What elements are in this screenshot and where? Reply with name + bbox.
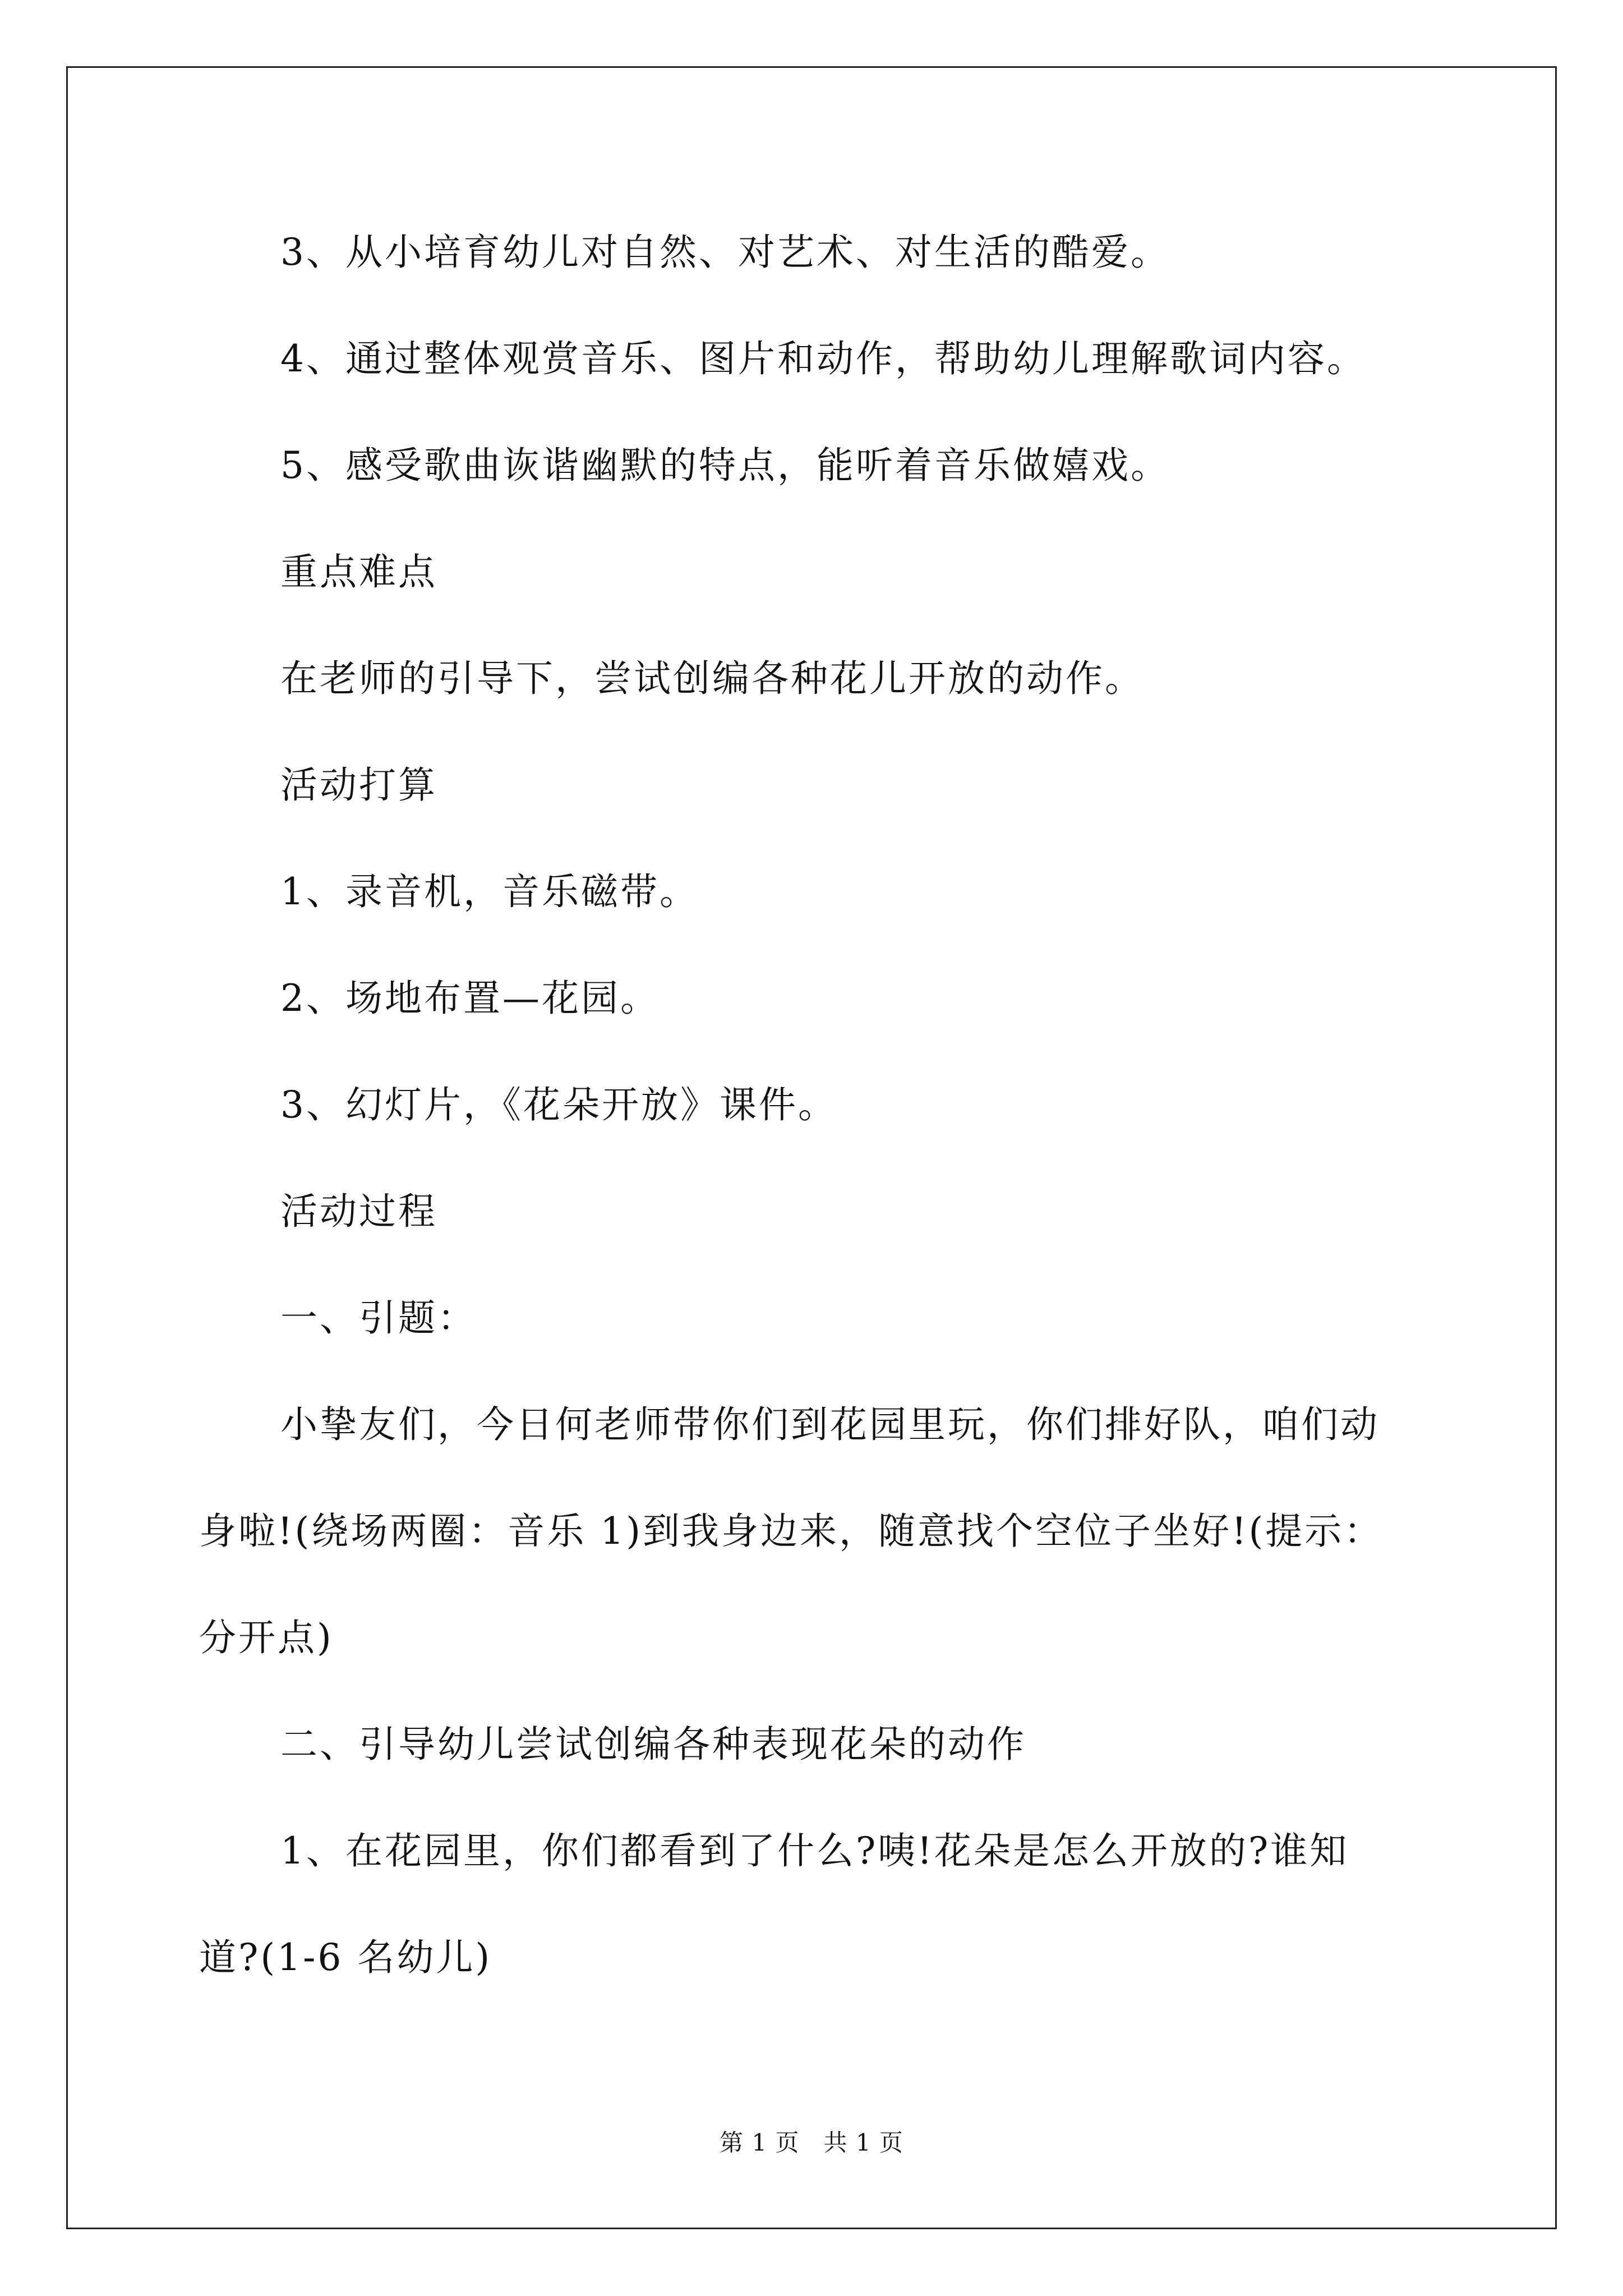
section-heading-process: 活动过程 — [280, 1190, 437, 1233]
text-line-11: 一、引题： — [280, 1296, 477, 1340]
text-line-12: 小挚友们，今日何老师带你们到花园里玩，你们排好队，咱们动 — [280, 1403, 1380, 1446]
text-line-3: 5、感受歌曲诙谐幽默的特点，能听着音乐做嬉戏。 — [280, 444, 1170, 487]
text-line-5: 在老师的引导下，尝试创编各种花儿开放的动作。 — [280, 657, 1144, 700]
section-heading-key-points: 重点难点 — [280, 550, 437, 593]
text-line-8: 2、场地布置—花园。 — [280, 977, 660, 1020]
section-heading-preparation: 活动打算 — [280, 763, 437, 807]
text-line-7: 1、录音机，音乐磁带。 — [280, 870, 699, 913]
text-line-9: 3、幻灯片，《花朵开放》课件。 — [280, 1083, 837, 1126]
text-line-17: 道?(1-6 名幼儿) — [199, 1936, 492, 1979]
text-line-15: 二、引导幼儿尝试创编各种表现花朵的动作 — [280, 1723, 1026, 1766]
page-border — [66, 66, 1557, 2229]
text-line-16: 1、在花园里，你们都看到了什么?咦!花朵是怎么开放的?谁知 — [280, 1829, 1349, 1872]
page-number-footer: 第 1 页 共 1 页 — [720, 2129, 903, 2156]
text-line-14: 分开点) — [199, 1616, 334, 1659]
text-line-2: 4、通过整体观赏音乐、图片和动作，帮助幼儿理解歌词内容。 — [280, 337, 1366, 380]
text-line-1: 3、从小培育幼儿对自然、对艺术、对生活的酷爱。 — [280, 231, 1170, 274]
text-line-13: 身啦!(绕场两圈：音乐 1)到我身边来，随意找个空位子坐好!(提示： — [199, 1510, 1384, 1553]
